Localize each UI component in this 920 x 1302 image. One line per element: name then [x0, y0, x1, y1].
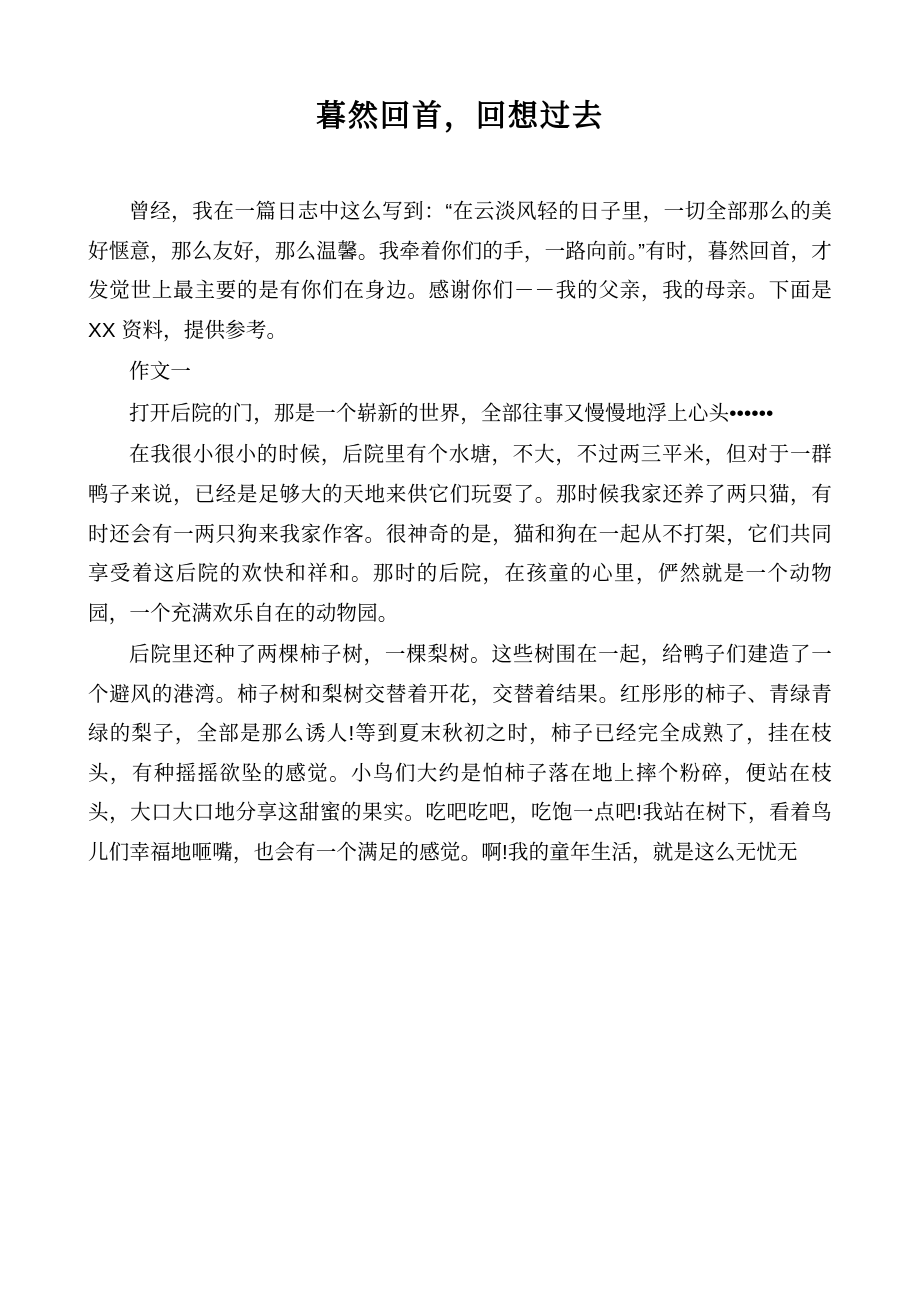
paragraph-1: 曾经，我在一篇日志中这么写到：“在云淡风轻的日子里，一切全部那么的美好惬意，那么友好，那么温馨。我牵着你们的手，一路向前。”有时，暮然回首，才发觉世上最主要的是有你们在身边。感谢你们－－我的父亲，我的母亲。下面是 XX 资料，提供参考。 — [88, 200, 832, 342]
paragraph-2: 作文一 — [129, 360, 192, 384]
document-body — [88, 192, 832, 873]
paragraph-5: 后院里还种了两棵柿子树，一棵梨树。这些树围在一起，给鸭子们建造了一个避风的港湾。柿子树和梨树交替着开花，交替着结果。红彤彤的柿子、青绿青绿的梨子，全部是那么诱人!等到夏末秋初之时，柿子已经完全成熟了，挂在枝头，有种摇摇欲坠的感觉。小鸟们大约是怕柿子落在地上摔个粉碎，便站在枝头，大口大口地分享这甜蜜的果实。吃吧吃吧，吃饱一点吧!我站在树下，看着鸟儿们幸福地咂嘴，也会有一个满足的感觉。啊!我的童年生活，就是这么无忧无 — [88, 643, 832, 864]
paragraph-4: 在我很小很小的时候，后院里有个水塘，不大，不过两三平米，但对于一群鸭子来说，已经是足够大的天地来供它们玩耍了。那时候我家还养了两只猫，有时还会有一两只狗来我家作客。很神奇的是，猫和狗在一起从不打架，它们共同享受着这后院的欢快和祥和。那时的后院，在孩童的心里，俨然就是一个动物园，一个充满欢乐自在的动物园。 — [88, 443, 832, 625]
page-title: 暮然回首，回想过去 — [316, 100, 604, 133]
paragraph-3: 打开后院的门，那是一个崭新的世界，全部往事又慢慢地浮上心头•••••• — [129, 401, 774, 425]
